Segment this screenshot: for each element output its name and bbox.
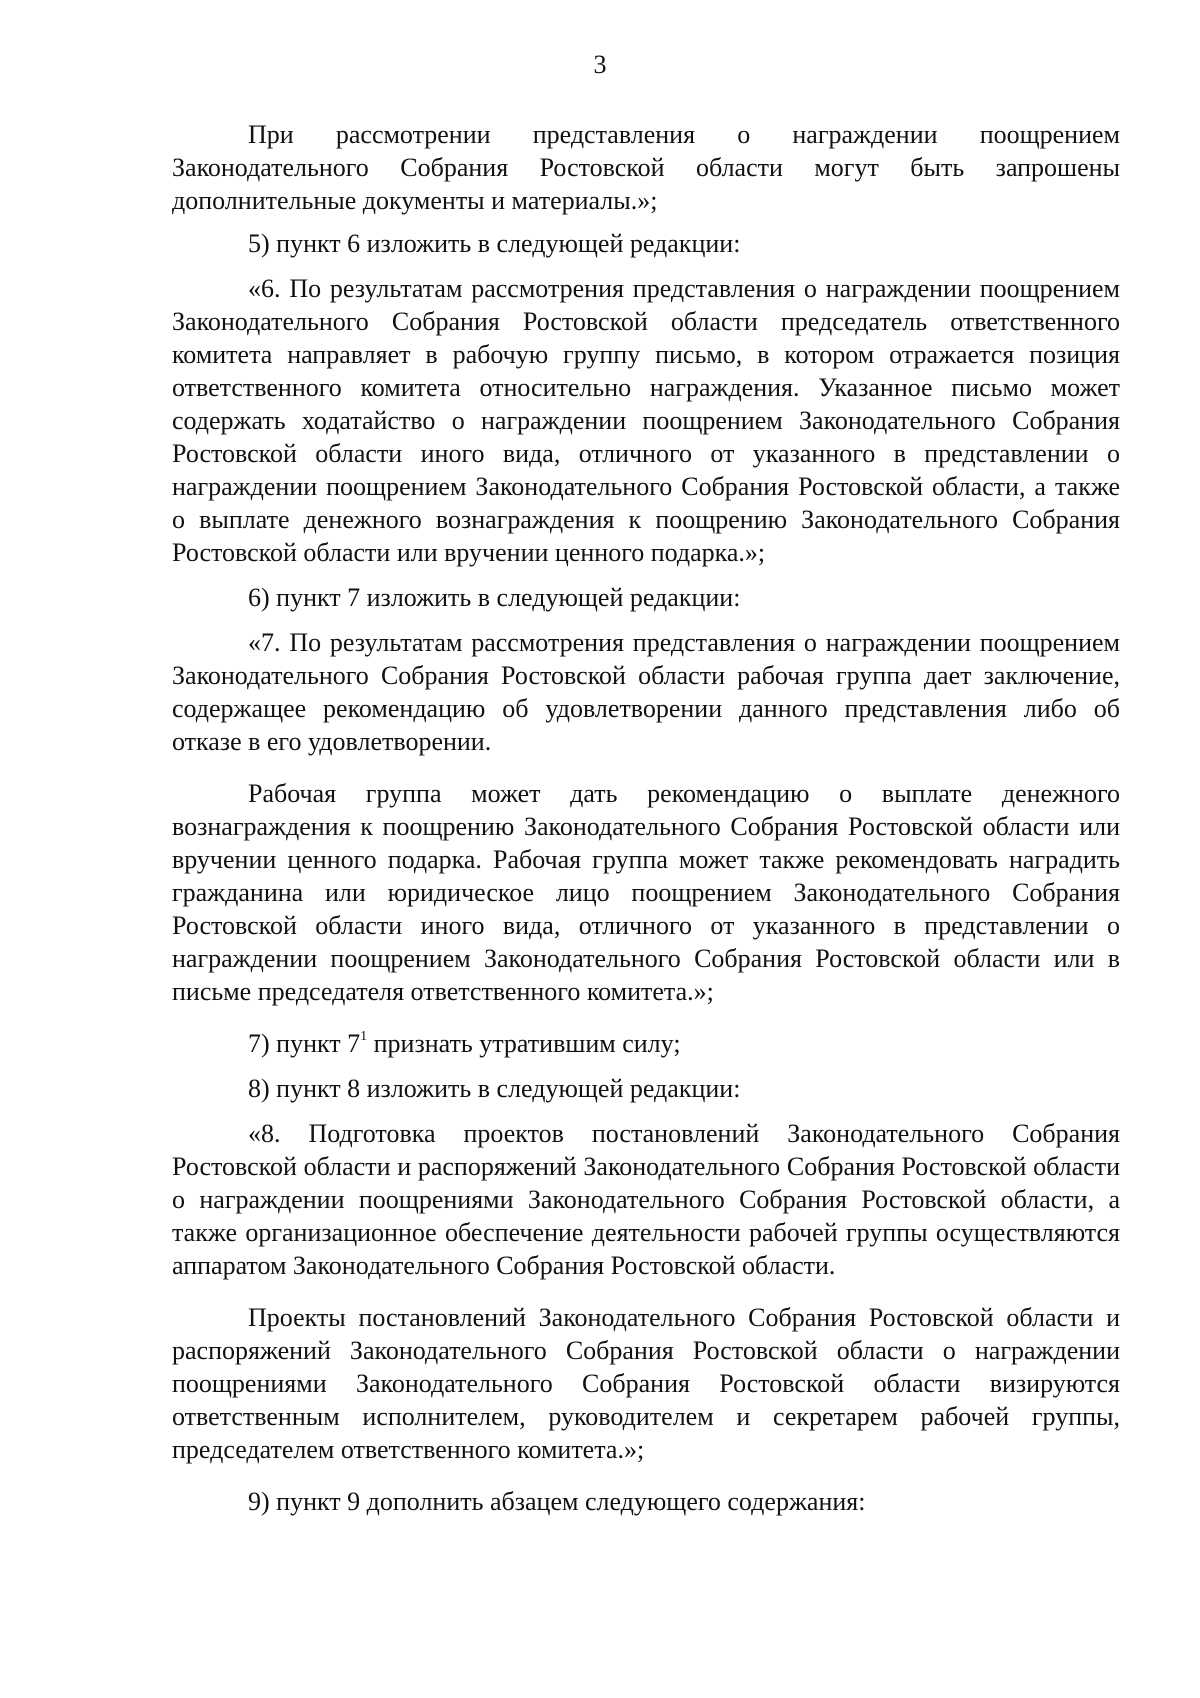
- paragraph-item-5: 5) пункт 6 изложить в следующей редакции:: [248, 229, 741, 258]
- paragraph-additional-documents: При рассмотрении представления о награждении поощрением Законодательного Собрания Ростовской области могут быть запрошены дополнительные документы и материалы.»;: [172, 120, 1120, 215]
- paragraph-item-9: 9) пункт 9 дополнить абзацем следующего содержания:: [248, 1487, 866, 1516]
- paragraph-clause-8: «8. Подготовка проектов постановлений Законодательного Собрания Ростовской области и распоряжений Законодательного Собрания Ростовской области о награждении поощрениями Законодательного Собрания Ростовской области, а также организационное обеспечение деятельности рабочей группы осуществляются аппаратом Законодательного Собрания Ростовской области.: [172, 1119, 1120, 1280]
- paragraph-item-7: [172, 1027, 1120, 1060]
- paragraph-clause-6: «6. По результатам рассмотрения представления о награждении поощрением Законодательного Собрания Ростовской области председатель ответственного комитета направляет в рабочую группу письмо, в котором отражается позиция ответственного комитета относительно награждения. Указанное письмо может содержать ходатайство о награждении поощрением Законодательного Собрания Ростовской области иного вида, отличного от указанного в представлении о награждении поощрением Законодательного Собрания Ростовской области, а также о выплате денежного вознаграждения к поощрению Законодательного Собрания Ростовской области или вручении ценного подарка.»;: [172, 274, 1120, 567]
- paragraph-clause-7: «7. По результатам рассмотрения представления о награждении поощрением Законодательного Собрания Ростовской области рабочая группа дает заключение, содержащее рекомендацию об удовлетворении данного представления либо об отказе в его удовлетворении.: [172, 628, 1120, 756]
- paragraph-draft-resolutions: Проекты постановлений Законодательного Собрания Ростовской области и распоряжений Законодательного Собрания Ростовской области о награждении поощрениями Законодательного Собрания Ростовской области визируются ответственным исполнителем, руководителем и секретарем рабочей группы, председателем ответственного комитета.»;: [172, 1303, 1120, 1464]
- paragraph-item-8: 8) пункт 8 изложить в следующей редакции:: [248, 1074, 741, 1103]
- paragraph-working-group: Рабочая группа может дать рекомендацию о выплате денежного вознаграждения к поощрению Законодательного Собрания Ростовской области или вручении ценного подарка. Рабочая группа может также рекомендовать наградить гражданина или юридическое лицо поощрением Законодательного Собрания Ростовской области иного вида, отличного от указанного в представлении о награждении поощрением Законодательного Собрания Ростовской области или в письме председателя ответственного комитета.»;: [172, 779, 1120, 1006]
- item-7-text-after: признать утратившим силу;: [367, 1029, 681, 1058]
- item-7-text-before: 7) пункт 7: [248, 1029, 361, 1058]
- page-number: 3: [593, 50, 607, 79]
- item-7-superscript: 1: [360, 1029, 368, 1045]
- document-body: [172, 118, 1120, 1530]
- paragraph-item-6: 6) пункт 7 изложить в следующей редакции:: [248, 583, 741, 612]
